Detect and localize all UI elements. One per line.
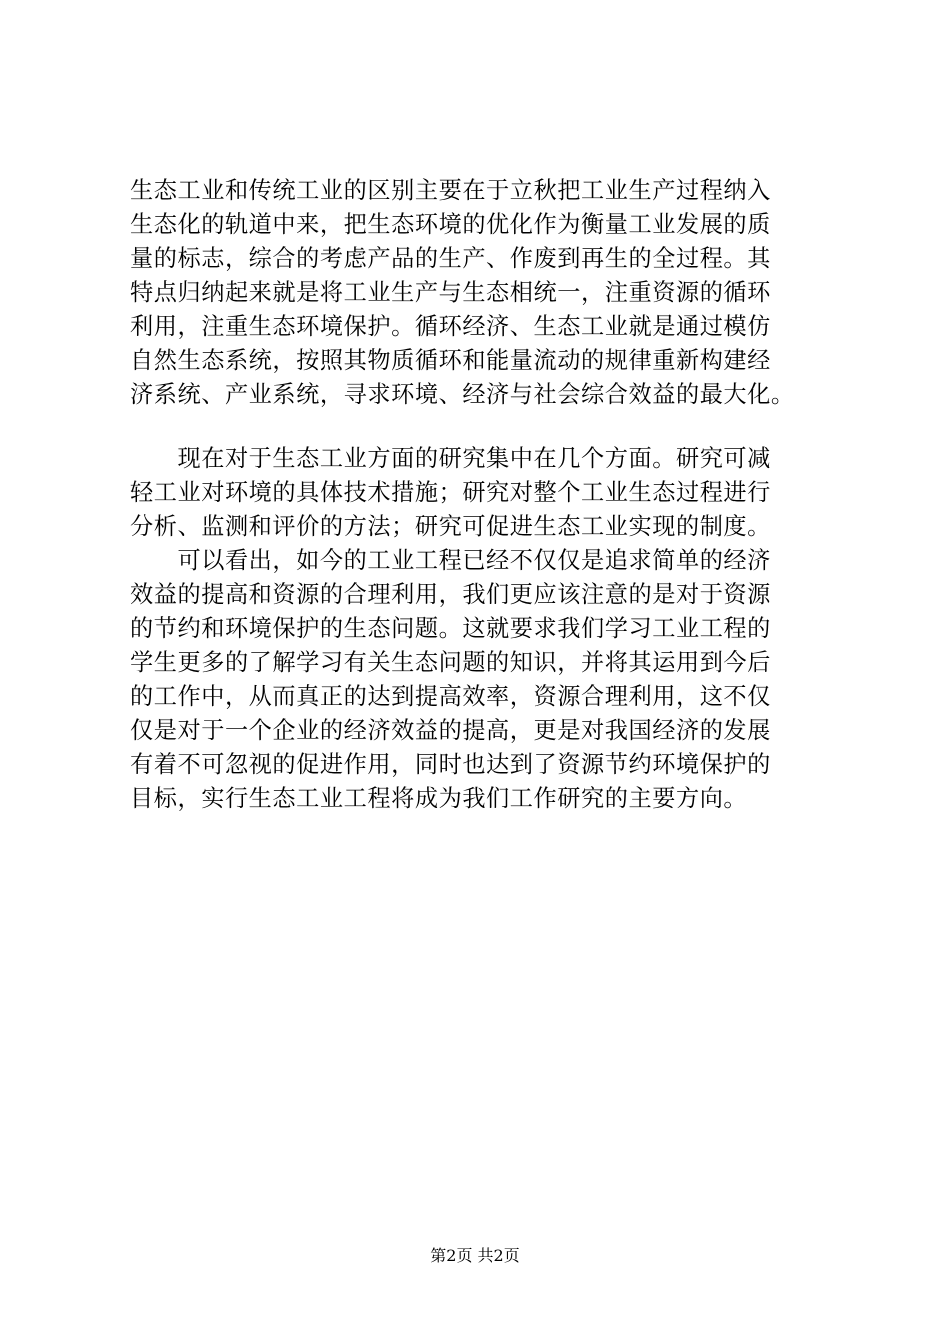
text-line: 的工作中，从而真正的达到提高效率，资源合理利用，这不仅 xyxy=(130,683,771,710)
text-line: 学生更多的了解学习有关生态问题的知识，并将其运用到今后 xyxy=(130,649,771,676)
text-line: 自然生态系统，按照其物质循环和能量流动的规律重新构建经 xyxy=(130,347,771,374)
text-line: 生态化的轨道中来，把生态环境的优化作为衡量工业发展的质 xyxy=(130,211,771,238)
text-line: 仅是对于一个企业的经济效益的提高，更是对我国经济的发展 xyxy=(130,717,771,744)
text-line: 济系统、产业系统，寻求环境、经济与社会综合效益的最大化。 xyxy=(130,381,795,408)
text-line: 目标，实行生态工业工程将成为我们工作研究的主要方向。 xyxy=(130,785,748,812)
text-line: 量的标志，综合的考虑产品的生产、作废到再生的全过程。其 xyxy=(130,245,771,272)
text-line: 可以看出，如今的工业工程已经不仅仅是追求简单的经济 xyxy=(130,547,771,574)
text-line: 有着不可忽视的促进作用，同时也达到了资源节约环境保护的 xyxy=(130,751,771,778)
text-line: 生态工业和传统工业的区别主要在于立秋把工业生产过程纳入 xyxy=(130,177,771,204)
text-line: 现在对于生态工业方面的研究集中在几个方面。研究可减 xyxy=(130,445,771,472)
text-line: 的节约和环境保护的生态问题。这就要求我们学习工业工程的 xyxy=(130,615,771,642)
text-line: 分析、监测和评价的方法；研究可促进生态工业实现的制度。 xyxy=(130,513,771,540)
text-line: 效益的提高和资源的合理利用，我们更应该注意的是对于资源 xyxy=(130,581,771,608)
text-line: 特点归纳起来就是将工业生产与生态相统一，注重资源的循环 xyxy=(130,279,771,306)
page-number-footer: 第2页 共2页 xyxy=(430,1246,520,1265)
text-line: 利用，注重生态环境保护。循环经济、生态工业就是通过模仿 xyxy=(130,313,771,340)
text-line: 轻工业对环境的具体技术措施；研究对整个工业生态过程进行 xyxy=(130,479,771,506)
